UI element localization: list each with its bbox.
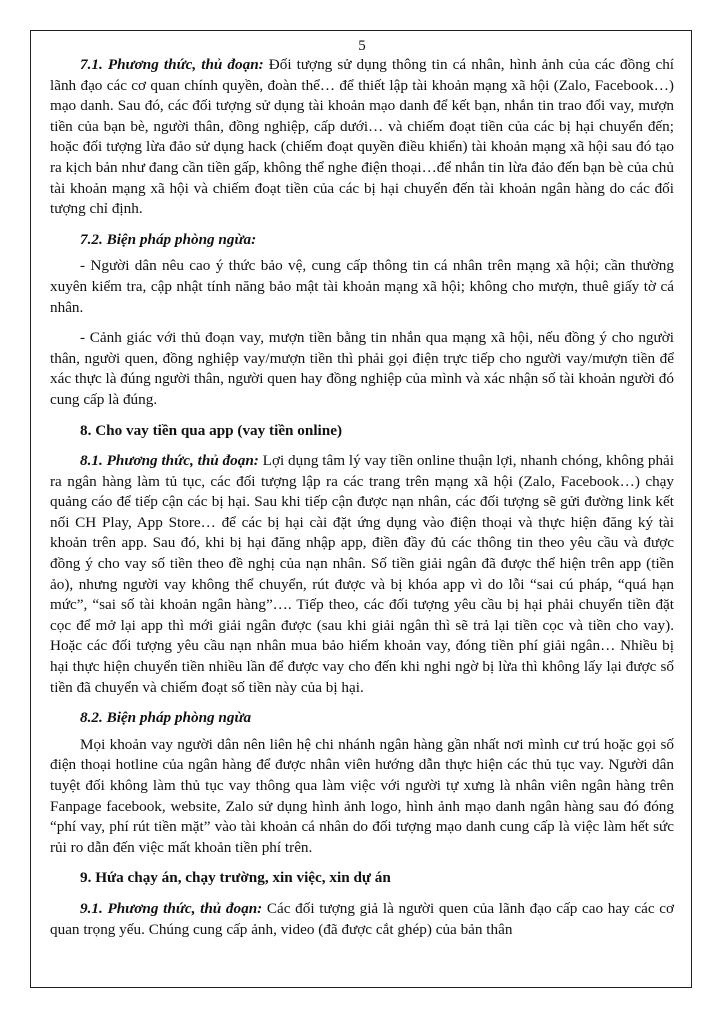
text-9-1: Các đối tượng giả là người quen của lãnh đạo cấp cao hay các cơ quan trọng yếu. Chúng cung cấp ảnh, video (đã được cắt ghép) của bản thân bbox=[50, 899, 675, 938]
heading-9: 9. Hứa chạy án, chạy trường, xin việc, xin dự án bbox=[80, 869, 391, 887]
text-8-1: Lợi dụng tâm lý vay tiền online thuận lợi, nhanh chóng, không phải ra ngân hàng làm tủ tục, các đối tượng lập ra các trang trên mạng xã hội (Zalo, Facebook…) chạy quảng cáo để tiếp cận các bị hại. Sau khi tiếp cận được nạn nhân, các đối tượng sẽ gửi đường link kết nối CH Play, App Store… để các bị hại cài đặt ứng dụng vào điện thoại và thực hiện đăng ký tài khoản trên app. Sau đó, khi bị hại đăng nhập app, điền đầy đủ các thông tin theo yêu cầu và được đồng ý cho vay số tiền theo đề nghị của nạn nhân. Số tiền giải ngân đã được thể hiện trên app (tiền ảo), nhưng người vay không thể chuyển, rút được và bị khóa app vì do lỗi “sai cú pháp, “quá hạn mức”, “sai số tài khoản ngân hàng”…. Tiếp theo, các đối tượng yêu cầu bị hại phải chuyển tiền đặt cọc để mở lại app thì mới giải ngân được (sau khi giải ngân thì sẽ trả lại tiền cọc và tiền cho vay). Hoặc các đối tượng yêu cầu nạn nhân mua bảo hiểm khoản vay, đóng tiền phí giải ngân… Nhiều bị hại thực hiện chuyển tiền nhiều lần để được vay cho đến khi nghi ngờ bị lừa thì không lấy lại được số tiền đã chuyển và chiếm đoạt số tiền này của bị hại. bbox=[50, 452, 675, 696]
paragraph-8-1 bbox=[50, 451, 674, 698]
lead-8-1: 8.1. Phương thức, thủ đoạn: bbox=[80, 452, 259, 470]
lead-7-1: 7.1. Phương thức, thủ đoạn: bbox=[80, 56, 264, 73]
paragraph-9-1 bbox=[50, 899, 674, 940]
document-body bbox=[50, 55, 674, 950]
heading-7-2 bbox=[50, 230, 674, 251]
page-number: 5 bbox=[358, 38, 366, 54]
text-7-1: Đối tượng sử dụng thông tin cá nhân, hình ảnh của các đồng chí lãnh đạo các cơ quan chính quyền, đoàn thể… để thiết lập tài khoản mạng xã hội (Zalo, Facebook…) mạo danh. Sau đó, các đối tượng sử dụng tài khoản mạo danh để kết bạn, nhắn tin trao đổi vay, mượn tiền của bạn bè, người thân, đồng nghiệp, cấp dưới… và chiếm đoạt tiền của các bị hại chuyển đến; hoặc đối tượng lừa đảo sử dụng hack (chiếm đoạt quyền điều khiển) tài khoản mạng xã hội sau đó tạo ra kịch bản như đang cần tiền gấp, không thể nghe điện thoại…để nhắn tin lừa đảo đến bạn bè của chủ tài khoản mạng xã hội và chiếm đoạt tiền của các bị hại chuyển đến tài khoản ngân hàng do các đối tượng chỉ định. bbox=[50, 56, 675, 218]
bullet-7-2-1: - Người dân nêu cao ý thức bảo vệ, cung cấp thông tin cá nhân trên mạng xã hội; cần thường xuyên kiểm tra, cập nhật tính năng bảo mật tài khoản mạng xã hội; không cho mượn, thuê giấy tờ cá nhân. bbox=[50, 257, 674, 316]
paragraph-7-1 bbox=[50, 55, 674, 220]
paragraph-8-2: Mọi khoản vay người dân nên liên hệ chi nhánh ngân hàng gần nhất nơi mình cư trú hoặc gọi số điện thoại hotline của ngân hàng để được nhân viên hướng dẫn thực hiện các thủ tục vay. Người dân tuyệt đối không làm thủ tục vay thông qua làm việc với người tự xưng là nhân viên ngân hàng trên Fanpage facebook, website, Zalo sử dụng hình ảnh logo, hình ảnh mạo danh ngân hàng sau đó đóng “phí vay, phí rút tiền mặt” vào tài khoản cá nhân do đối tượng mạo danh cung cấp là việc làm hết sức rủi ro dẫn đến việc mất khoản tiền phí trên. bbox=[50, 735, 674, 856]
heading-8: 8. Cho vay tiền qua app (vay tiền online) bbox=[80, 421, 343, 439]
heading-8-2 bbox=[50, 708, 674, 729]
bullet-7-2-2: - Cảnh giác với thủ đoạn vay, mượn tiền bằng tin nhắn qua mạng xã hội, nếu đồng ý cho người thân, người quen, đồng nghiệp vay/mượn tiền thì phải gọi điện trực tiếp cho người vay/mượn tiền để xác thực là đúng người thân, người quen hay đồng nghiệp của mình và xác nhận số tài khoản người đó cung cấp là đúng. bbox=[50, 329, 674, 408]
heading-7-2-text: 7.2. Biện pháp phòng ngừa: bbox=[80, 230, 257, 248]
lead-9-1: 9.1. Phương thức, thủ đoạn: bbox=[80, 899, 263, 917]
heading-8-2-text: 8.2. Biện pháp phòng ngừa bbox=[80, 709, 252, 727]
